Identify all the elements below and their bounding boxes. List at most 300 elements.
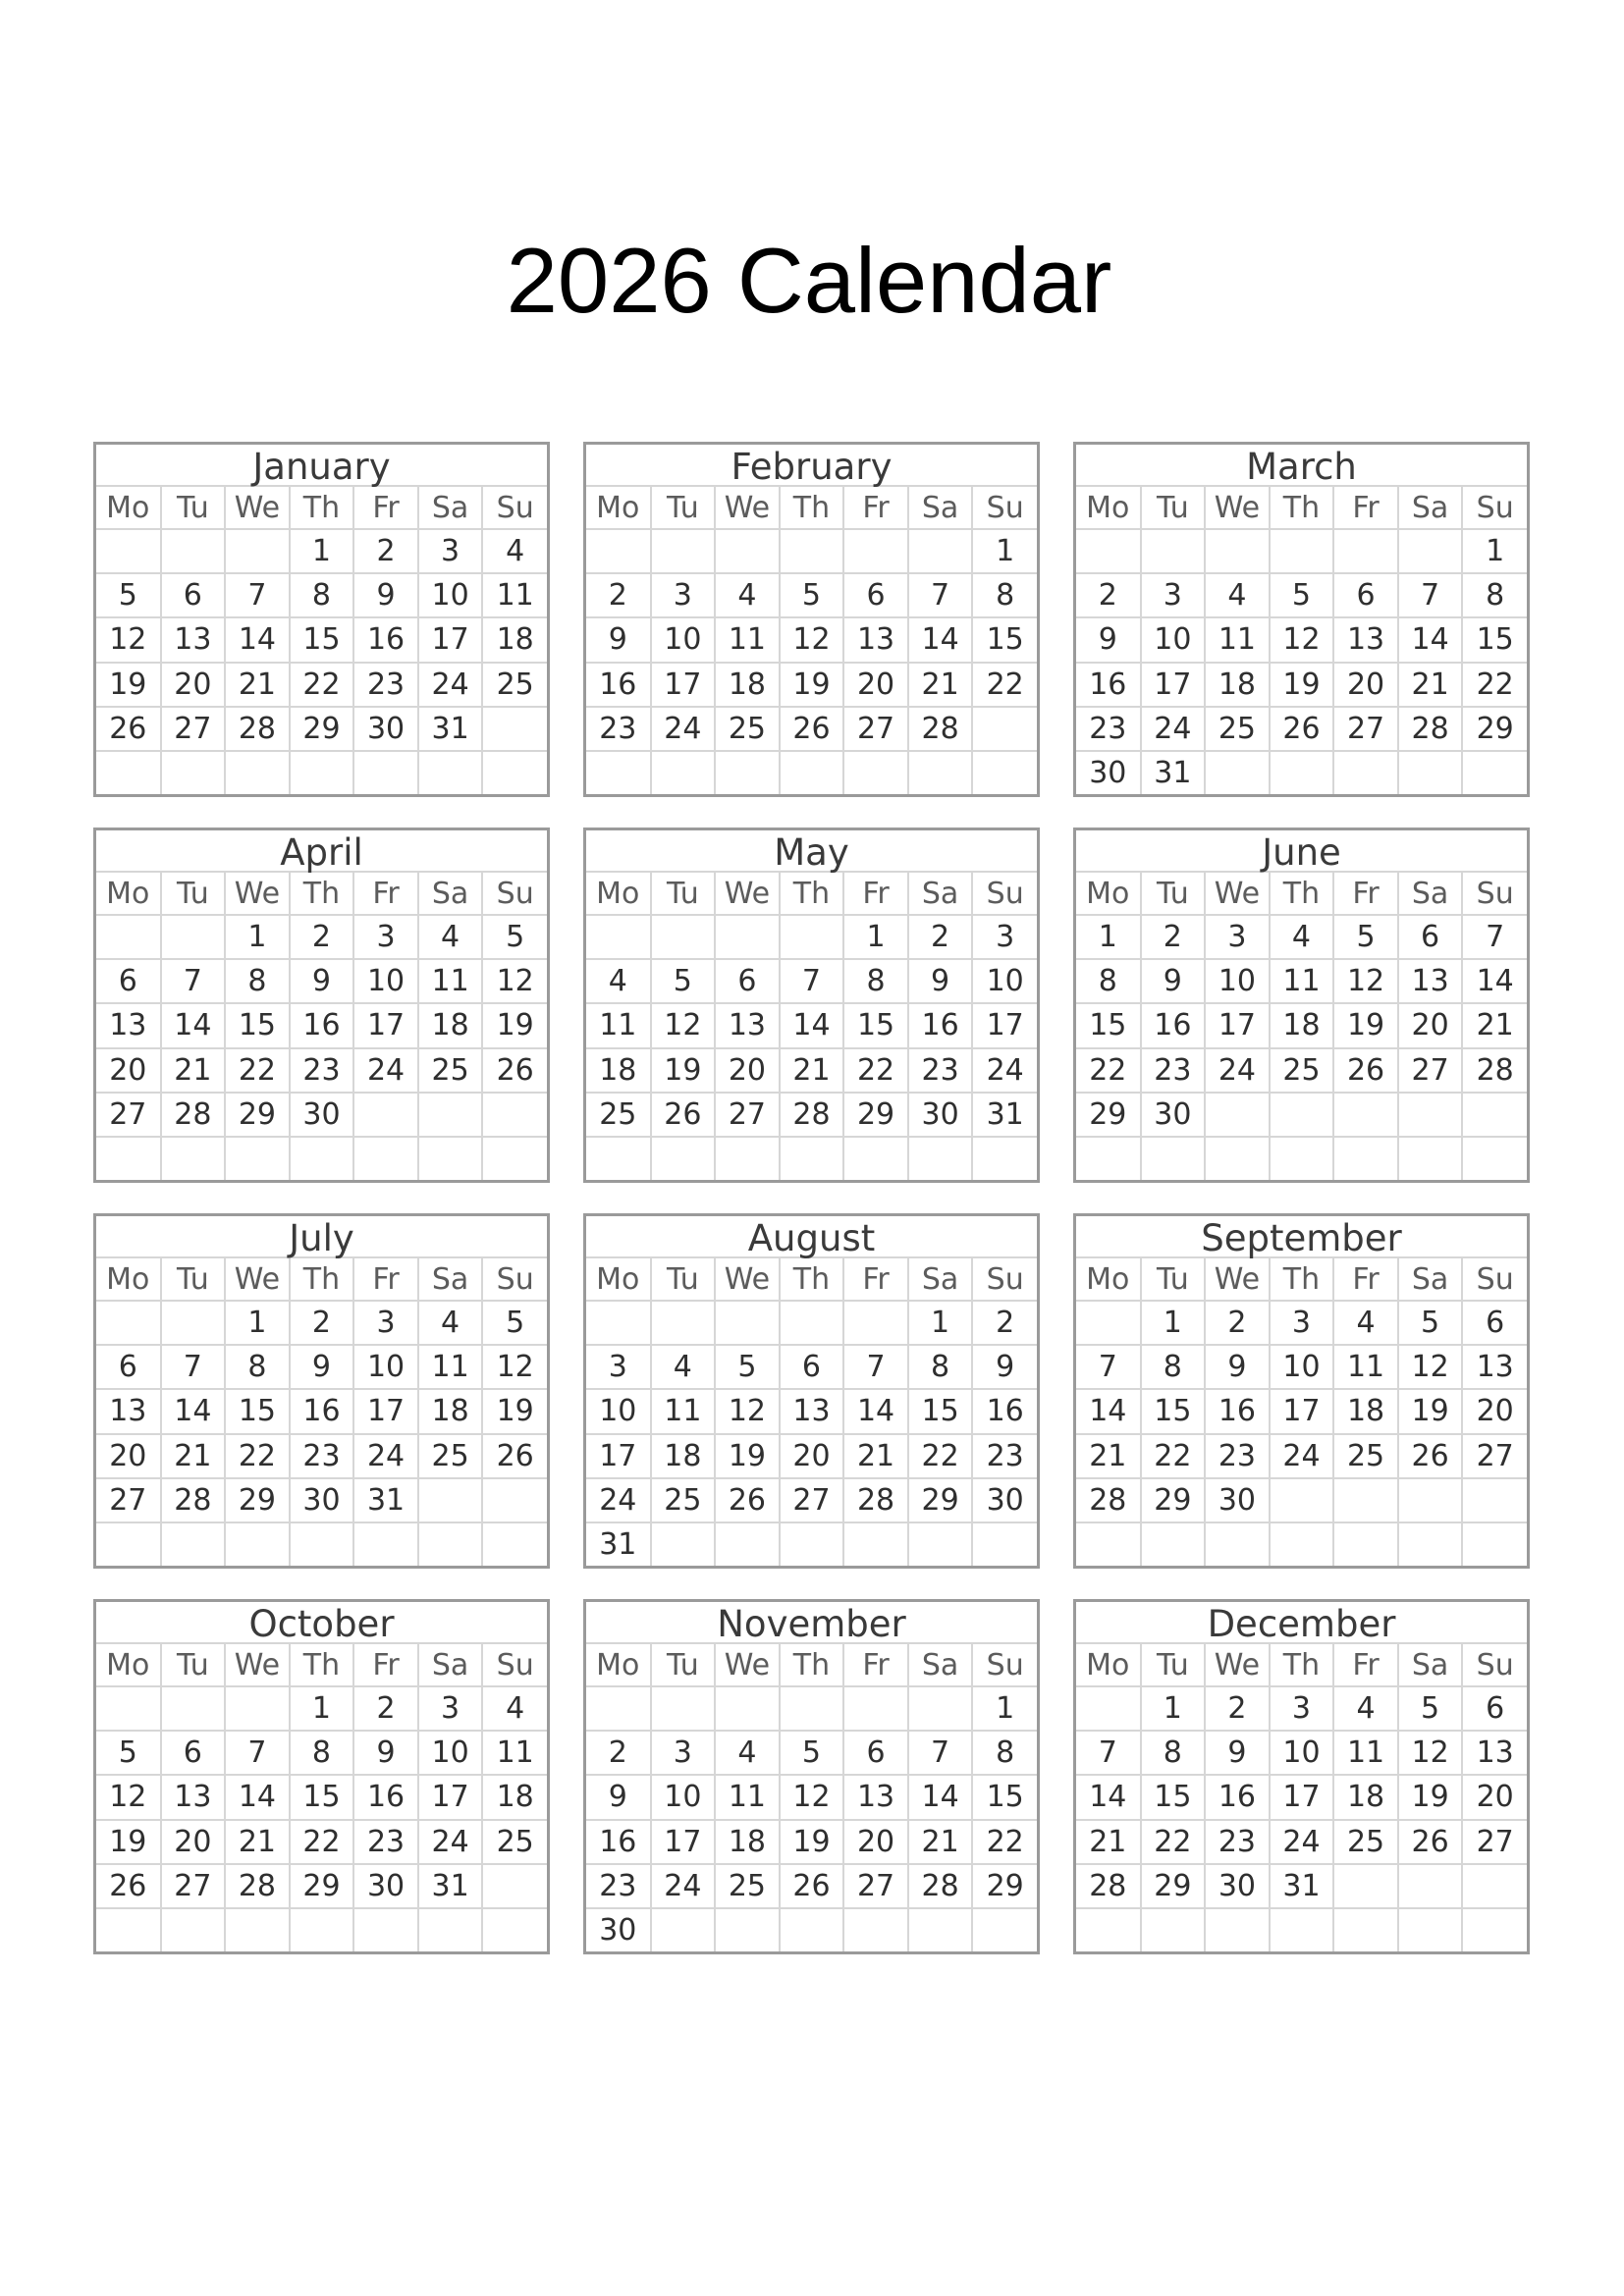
day-cell: 21: [843, 1434, 908, 1478]
day-cell: 14: [1462, 959, 1527, 1003]
weekday-header-row: [96, 873, 547, 915]
empty-day-cell: [353, 1908, 418, 1951]
day-cell: 16: [586, 1820, 651, 1864]
day-cell: 14: [161, 1389, 226, 1433]
empty-day-cell: [161, 751, 226, 794]
day-cell: 25: [1333, 1434, 1398, 1478]
weekday-header: Su: [972, 1258, 1037, 1301]
empty-day-cell: [1462, 1522, 1527, 1566]
day-cell: 17: [586, 1434, 651, 1478]
month-table: [586, 487, 1037, 794]
day-cell: 26: [1270, 707, 1334, 751]
month-name: May: [586, 830, 1037, 873]
empty-day-cell: [161, 1908, 226, 1951]
weekday-header: Tu: [651, 1644, 716, 1686]
empty-day-cell: [1076, 1301, 1141, 1345]
empty-day-cell: [1333, 529, 1398, 573]
day-cell: 11: [715, 1775, 780, 1819]
day-cell: 4: [651, 1345, 716, 1389]
day-cell: 11: [715, 617, 780, 662]
day-cell: 10: [1141, 617, 1206, 662]
day-cell: 7: [161, 959, 226, 1003]
month-table: [1076, 487, 1527, 794]
day-cell: 6: [1462, 1301, 1527, 1345]
day-cell: 7: [225, 1731, 290, 1775]
day-cell: 18: [1333, 1775, 1398, 1819]
page-title: 2026 Calendar: [506, 228, 1112, 332]
empty-day-cell: [482, 1908, 547, 1951]
day-cell: 18: [482, 617, 547, 662]
empty-day-cell: [1205, 1908, 1270, 1951]
weekday-header: We: [715, 487, 780, 529]
day-cell: 2: [908, 915, 973, 959]
month-may: [583, 828, 1040, 1183]
empty-day-cell: [908, 1686, 973, 1731]
day-cell: 27: [1462, 1434, 1527, 1478]
day-cell: 3: [418, 529, 483, 573]
day-cell: 22: [225, 1048, 290, 1093]
week-row: [1076, 1048, 1527, 1093]
weekday-header: Sa: [1398, 1644, 1463, 1686]
day-cell: 26: [780, 707, 844, 751]
weekday-header: Mo: [96, 487, 161, 529]
day-cell: 16: [972, 1389, 1037, 1433]
weekday-header: Tu: [161, 1258, 226, 1301]
week-row: [1076, 1301, 1527, 1345]
day-cell: 21: [161, 1434, 226, 1478]
weekday-header: Su: [972, 1644, 1037, 1686]
day-cell: 14: [161, 1003, 226, 1047]
empty-day-cell: [290, 1137, 354, 1180]
month-december: [1073, 1599, 1530, 1954]
empty-day-cell: [715, 529, 780, 573]
day-cell: 25: [1333, 1820, 1398, 1864]
day-cell: 2: [1205, 1301, 1270, 1345]
day-cell: 23: [1205, 1820, 1270, 1864]
day-cell: 31: [972, 1093, 1037, 1137]
week-row: [1076, 1137, 1527, 1180]
empty-day-cell: [418, 1522, 483, 1566]
empty-day-cell: [1462, 1137, 1527, 1180]
day-cell: 28: [161, 1478, 226, 1522]
empty-day-cell: [1270, 1093, 1334, 1137]
day-cell: 5: [482, 915, 547, 959]
empty-day-cell: [651, 915, 716, 959]
day-cell: 12: [96, 617, 161, 662]
empty-day-cell: [715, 1137, 780, 1180]
day-cell: 18: [418, 1389, 483, 1433]
day-cell: 22: [972, 1820, 1037, 1864]
weekday-header: We: [1205, 1258, 1270, 1301]
week-row: [1076, 663, 1527, 707]
empty-day-cell: [843, 1137, 908, 1180]
day-cell: 17: [418, 617, 483, 662]
day-cell: 10: [353, 1345, 418, 1389]
day-cell: 23: [290, 1048, 354, 1093]
day-cell: 14: [843, 1389, 908, 1433]
empty-day-cell: [482, 1093, 547, 1137]
empty-day-cell: [1398, 1478, 1463, 1522]
week-row: [586, 1820, 1037, 1864]
day-cell: 26: [651, 1093, 716, 1137]
day-cell: 9: [353, 1731, 418, 1775]
empty-day-cell: [161, 1522, 226, 1566]
empty-day-cell: [586, 751, 651, 794]
day-cell: 28: [225, 707, 290, 751]
day-cell: 19: [482, 1389, 547, 1433]
day-cell: 3: [1270, 1301, 1334, 1345]
day-cell: 18: [482, 1775, 547, 1819]
day-cell: 25: [482, 1820, 547, 1864]
week-row: [586, 1434, 1037, 1478]
day-cell: 24: [353, 1048, 418, 1093]
weekday-header: We: [225, 1258, 290, 1301]
day-cell: 3: [651, 1731, 716, 1775]
day-cell: 6: [843, 1731, 908, 1775]
day-cell: 6: [161, 573, 226, 617]
day-cell: 15: [1141, 1389, 1206, 1433]
empty-day-cell: [972, 1908, 1037, 1951]
weekday-header: Sa: [418, 1644, 483, 1686]
day-cell: 9: [972, 1345, 1037, 1389]
empty-day-cell: [290, 1908, 354, 1951]
weekday-header-row: [1076, 487, 1527, 529]
month-june: [1073, 828, 1530, 1183]
empty-day-cell: [1205, 529, 1270, 573]
day-cell: 27: [780, 1478, 844, 1522]
day-cell: 7: [780, 959, 844, 1003]
week-row: [586, 573, 1037, 617]
month-table: [1076, 1644, 1527, 1951]
day-cell: 12: [1333, 959, 1398, 1003]
month-name: March: [1076, 445, 1527, 487]
week-row: [96, 1389, 547, 1433]
empty-day-cell: [843, 1686, 908, 1731]
day-cell: 31: [1141, 751, 1206, 794]
empty-day-cell: [1462, 1093, 1527, 1137]
week-row: [96, 707, 547, 751]
day-cell: 13: [161, 1775, 226, 1819]
day-cell: 1: [290, 529, 354, 573]
empty-day-cell: [780, 1908, 844, 1951]
week-row: [96, 1522, 547, 1566]
day-cell: 5: [780, 1731, 844, 1775]
weekday-header: Fr: [353, 1644, 418, 1686]
weekday-header: Mo: [586, 487, 651, 529]
day-cell: 7: [1076, 1731, 1141, 1775]
day-cell: 1: [972, 1686, 1037, 1731]
day-cell: 11: [651, 1389, 716, 1433]
empty-day-cell: [715, 1908, 780, 1951]
weekday-header: Tu: [161, 1644, 226, 1686]
week-row: [586, 663, 1037, 707]
day-cell: 26: [715, 1478, 780, 1522]
month-september: [1073, 1213, 1530, 1569]
day-cell: 30: [290, 1478, 354, 1522]
empty-day-cell: [972, 1137, 1037, 1180]
day-cell: 16: [1205, 1389, 1270, 1433]
day-cell: 25: [715, 1864, 780, 1908]
day-cell: 10: [972, 959, 1037, 1003]
day-cell: 22: [908, 1434, 973, 1478]
day-cell: 25: [715, 707, 780, 751]
day-cell: 5: [482, 1301, 547, 1345]
day-cell: 9: [353, 573, 418, 617]
day-cell: 20: [843, 663, 908, 707]
day-cell: 29: [225, 1478, 290, 1522]
day-cell: 13: [161, 617, 226, 662]
day-cell: 13: [1462, 1345, 1527, 1389]
day-cell: 30: [1205, 1864, 1270, 1908]
week-row: [1076, 1093, 1527, 1137]
week-row: [1076, 915, 1527, 959]
day-cell: 4: [1333, 1301, 1398, 1345]
day-cell: 2: [353, 1686, 418, 1731]
week-row: [96, 959, 547, 1003]
day-cell: 20: [1462, 1775, 1527, 1819]
day-cell: 13: [843, 1775, 908, 1819]
weekday-header-row: [96, 487, 547, 529]
day-cell: 23: [353, 1820, 418, 1864]
day-cell: 25: [1205, 707, 1270, 751]
month-table: [96, 873, 547, 1180]
month-november: [583, 1599, 1040, 1954]
weekday-header-row: [586, 1644, 1037, 1686]
day-cell: 2: [353, 529, 418, 573]
day-cell: 26: [780, 1864, 844, 1908]
day-cell: 4: [586, 959, 651, 1003]
day-cell: 20: [96, 1048, 161, 1093]
empty-day-cell: [780, 529, 844, 573]
day-cell: 10: [418, 1731, 483, 1775]
day-cell: 25: [651, 1478, 716, 1522]
week-row: [586, 1345, 1037, 1389]
empty-day-cell: [96, 1522, 161, 1566]
empty-day-cell: [1398, 1864, 1463, 1908]
day-cell: 19: [96, 1820, 161, 1864]
day-cell: 31: [586, 1522, 651, 1566]
day-cell: 3: [586, 1345, 651, 1389]
day-cell: 23: [1205, 1434, 1270, 1478]
weekday-header: Tu: [1141, 1258, 1206, 1301]
day-cell: 4: [482, 529, 547, 573]
weekday-header: Mo: [1076, 1644, 1141, 1686]
weekday-header: We: [1205, 487, 1270, 529]
day-cell: 7: [161, 1345, 226, 1389]
day-cell: 15: [843, 1003, 908, 1047]
weekday-header: Mo: [586, 873, 651, 915]
day-cell: 21: [161, 1048, 226, 1093]
day-cell: 12: [715, 1389, 780, 1433]
day-cell: 13: [715, 1003, 780, 1047]
weekday-header-row: [586, 1258, 1037, 1301]
day-cell: 2: [972, 1301, 1037, 1345]
day-cell: 22: [290, 663, 354, 707]
empty-day-cell: [96, 1908, 161, 1951]
week-row: [96, 617, 547, 662]
day-cell: 19: [1270, 663, 1334, 707]
weekday-header: Fr: [1333, 873, 1398, 915]
day-cell: 7: [1076, 1345, 1141, 1389]
day-cell: 26: [1333, 1048, 1398, 1093]
day-cell: 14: [225, 1775, 290, 1819]
weekday-header-row: [586, 873, 1037, 915]
week-row: [96, 1820, 547, 1864]
empty-day-cell: [1270, 1522, 1334, 1566]
weekday-header: Tu: [161, 487, 226, 529]
day-cell: 15: [1141, 1775, 1206, 1819]
day-cell: 10: [1270, 1731, 1334, 1775]
day-cell: 8: [290, 573, 354, 617]
day-cell: 6: [96, 959, 161, 1003]
day-cell: 21: [1076, 1820, 1141, 1864]
day-cell: 30: [290, 1093, 354, 1137]
day-cell: 4: [715, 1731, 780, 1775]
day-cell: 14: [908, 1775, 973, 1819]
day-cell: 25: [418, 1048, 483, 1093]
week-row: [586, 959, 1037, 1003]
day-cell: 24: [1141, 707, 1206, 751]
weekday-header: Th: [290, 487, 354, 529]
day-cell: 28: [780, 1093, 844, 1137]
day-cell: 29: [290, 707, 354, 751]
day-cell: 31: [353, 1478, 418, 1522]
empty-day-cell: [161, 1137, 226, 1180]
weekday-header: Fr: [353, 487, 418, 529]
day-cell: 20: [780, 1434, 844, 1478]
day-cell: 6: [161, 1731, 226, 1775]
day-cell: 25: [586, 1093, 651, 1137]
day-cell: 23: [908, 1048, 973, 1093]
day-cell: 20: [1333, 663, 1398, 707]
day-cell: 8: [290, 1731, 354, 1775]
day-cell: 17: [651, 663, 716, 707]
empty-day-cell: [586, 529, 651, 573]
empty-day-cell: [651, 751, 716, 794]
week-row: [96, 1775, 547, 1819]
week-row: [96, 1003, 547, 1047]
empty-day-cell: [908, 1137, 973, 1180]
weekday-header: Th: [290, 873, 354, 915]
week-row: [586, 1093, 1037, 1137]
day-cell: 15: [225, 1389, 290, 1433]
day-cell: 12: [651, 1003, 716, 1047]
day-cell: 21: [225, 1820, 290, 1864]
empty-day-cell: [1398, 1093, 1463, 1137]
day-cell: 4: [715, 573, 780, 617]
week-row: [586, 1048, 1037, 1093]
empty-day-cell: [1205, 1522, 1270, 1566]
day-cell: 26: [1398, 1820, 1463, 1864]
weekday-header-row: [1076, 1258, 1527, 1301]
day-cell: 13: [780, 1389, 844, 1433]
week-row: [586, 1775, 1037, 1819]
day-cell: 17: [1270, 1389, 1334, 1433]
weekday-header: Th: [780, 873, 844, 915]
weekday-header: Su: [972, 487, 1037, 529]
week-row: [96, 1434, 547, 1478]
weekday-header: Tu: [1141, 873, 1206, 915]
day-cell: 26: [482, 1434, 547, 1478]
day-cell: 19: [96, 663, 161, 707]
week-row: [1076, 1864, 1527, 1908]
week-row: [96, 1731, 547, 1775]
weekday-header: Sa: [418, 1258, 483, 1301]
day-cell: 16: [290, 1003, 354, 1047]
day-cell: 14: [908, 617, 973, 662]
day-cell: 22: [1462, 663, 1527, 707]
day-cell: 20: [1398, 1003, 1463, 1047]
empty-day-cell: [1462, 751, 1527, 794]
day-cell: 24: [651, 1864, 716, 1908]
empty-day-cell: [715, 1522, 780, 1566]
weekday-header: We: [1205, 1644, 1270, 1686]
day-cell: 19: [1333, 1003, 1398, 1047]
day-cell: 8: [1141, 1731, 1206, 1775]
day-cell: 27: [1462, 1820, 1527, 1864]
empty-day-cell: [1270, 1478, 1334, 1522]
empty-day-cell: [225, 1908, 290, 1951]
day-cell: 25: [1270, 1048, 1334, 1093]
day-cell: 17: [353, 1389, 418, 1433]
day-cell: 3: [353, 915, 418, 959]
month-july: [93, 1213, 550, 1569]
empty-day-cell: [780, 915, 844, 959]
weekday-header: Mo: [96, 1644, 161, 1686]
empty-day-cell: [418, 1478, 483, 1522]
day-cell: 28: [908, 1864, 973, 1908]
day-cell: 18: [715, 663, 780, 707]
day-cell: 15: [972, 617, 1037, 662]
weekday-header: Th: [780, 1644, 844, 1686]
week-row: [586, 1003, 1037, 1047]
empty-day-cell: [843, 1908, 908, 1951]
day-cell: 27: [843, 1864, 908, 1908]
day-cell: 31: [418, 1864, 483, 1908]
day-cell: 14: [225, 617, 290, 662]
month-name: February: [586, 445, 1037, 487]
day-cell: 8: [1141, 1345, 1206, 1389]
day-cell: 27: [161, 707, 226, 751]
day-cell: 20: [843, 1820, 908, 1864]
empty-day-cell: [715, 1301, 780, 1345]
weekday-header: Fr: [843, 1258, 908, 1301]
empty-day-cell: [353, 1093, 418, 1137]
week-row: [96, 1864, 547, 1908]
empty-day-cell: [482, 1137, 547, 1180]
empty-day-cell: [651, 1137, 716, 1180]
weekday-header: Fr: [1333, 1644, 1398, 1686]
weekday-header: Tu: [161, 873, 226, 915]
weekday-header: Mo: [96, 873, 161, 915]
empty-day-cell: [586, 1301, 651, 1345]
empty-day-cell: [482, 1478, 547, 1522]
day-cell: 15: [290, 1775, 354, 1819]
day-cell: 21: [780, 1048, 844, 1093]
empty-day-cell: [161, 1301, 226, 1345]
day-cell: 19: [482, 1003, 547, 1047]
day-cell: 27: [1398, 1048, 1463, 1093]
empty-day-cell: [290, 1522, 354, 1566]
weekday-header: Tu: [651, 487, 716, 529]
empty-day-cell: [1270, 529, 1334, 573]
day-cell: 16: [1141, 1003, 1206, 1047]
week-row: [96, 1686, 547, 1731]
day-cell: 17: [1141, 663, 1206, 707]
empty-day-cell: [843, 529, 908, 573]
weekday-header: Mo: [1076, 1258, 1141, 1301]
empty-day-cell: [908, 1522, 973, 1566]
